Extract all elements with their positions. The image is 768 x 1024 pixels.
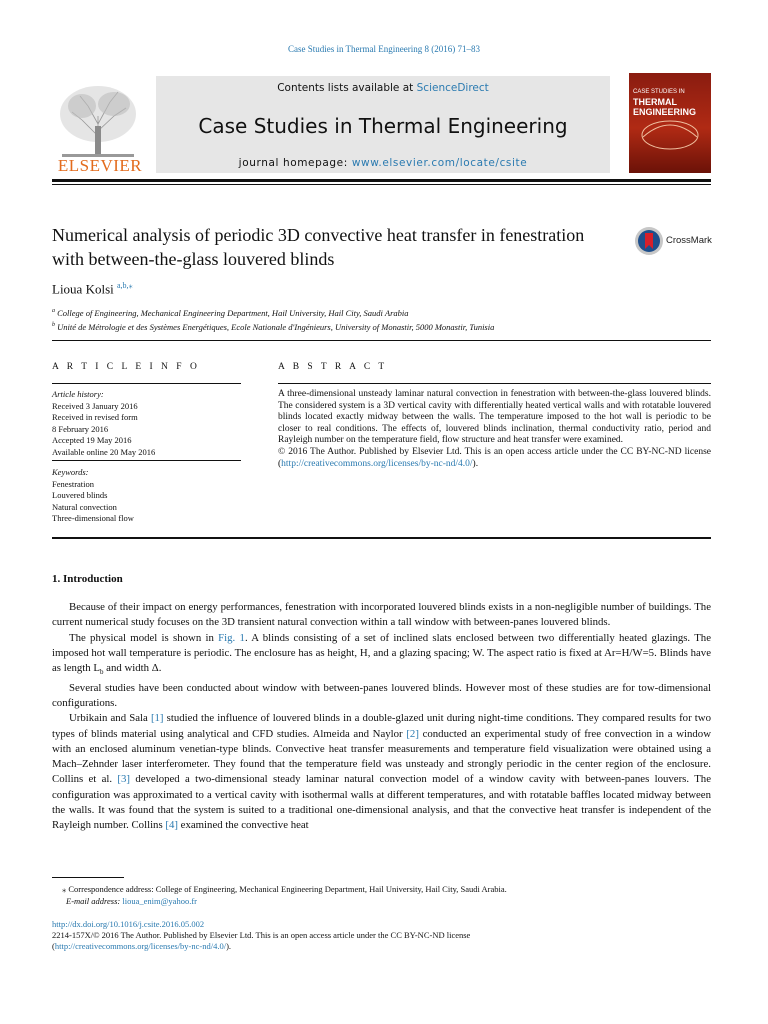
header-rule	[52, 179, 711, 182]
paragraph: Several studies have been conducted about window with between-panes louvered blinds. However most of these studies are for tow-dimensional configurations.	[52, 681, 711, 709]
history-item: Accepted 19 May 2016	[52, 435, 132, 446]
issn-line: 2214-157X/© 2016 The Author. Published by Elsevier Ltd. This is an open access article under the CC BY-NC-ND license	[52, 930, 471, 940]
paragraph: Urbikain and Sala [1] studied the influence of louvered blinds in a double-glazed unit during night-time conditions. They compared results for two types of blinds material using analytical and CFD studies. Almeida and Naylor [2] conducted an experimental study of free convection in a window with an enclosed aluminum venetian-type blinds. Convective heat transfer measurements and temperature field visualization were obtained using a Mach–Zehnder laser interferometer. They found that the temperature field was unsteady and strongly periodic in the center region of the enclosure. Collins et al. [3] developed a two-dimensional steady laminar natural convection model of a window cavity with between-panes louvers. The configuration was approximated to a vertical cavity with isothermal walls at different temperatures, and with rotatable baffles located midway between the walls. It was found that the system is suited to a traditional one-dimensional analysis, and that the convective heat transfer is independent of the Rayleigh number. Collins [4] examined the convective heat	[52, 712, 711, 832]
email-label: E-mail address:	[66, 895, 121, 906]
footnote-rule	[52, 877, 124, 878]
reference-link[interactable]: [3]	[117, 773, 131, 786]
author-affiliation-marks[interactable]: a,b,	[117, 281, 129, 290]
email-link[interactable]: lioua_enim@yahoo.fr	[122, 895, 197, 906]
history-rule	[52, 460, 241, 461]
corresponding-author-mark[interactable]: ⁎	[128, 281, 133, 290]
author-name: Lioua Kolsi	[52, 281, 114, 297]
header-rule-thin	[52, 184, 711, 185]
article-info-heading: A R T I C L E I N F O	[52, 362, 200, 372]
history-item: Received 3 January 2016	[52, 400, 138, 411]
doi-link[interactable]: http://dx.doi.org/10.1016/j.csite.2016.05.002	[52, 919, 205, 929]
front-matter-rule	[52, 537, 711, 539]
paragraph: Because of their impact on energy performances, fenestration with incorporated louvered blinds exists in a non-negligible number of buildings. The current numerical study focuses on the 3D transient natural convection within a tall window with between-panes louvered blinds.	[52, 601, 711, 629]
crossmark-icon	[633, 226, 665, 258]
journal-masthead	[52, 76, 712, 176]
cover-title: CASE STUDIES IN THERMAL ENGINEERING	[633, 89, 697, 117]
figure-link[interactable]: Fig. 1	[218, 631, 245, 644]
article-info-rule	[52, 383, 241, 384]
reference-link[interactable]: [4]	[165, 819, 178, 832]
journal-citation[interactable]: Case Studies in Thermal Engineering 8 (2016) 71–83	[287, 44, 481, 54]
footnote-star: ⁎	[62, 884, 67, 894]
elsevier-wordmark: ELSEVIER	[57, 156, 143, 175]
affiliations	[52, 305, 692, 333]
abstract-text: A three-dimensional unsteady laminar natural convection in fenestration with between-the-glass louvered blinds. The considered system is a 3D vertical cavity with differentially heated vertical walls and with rotatable louvered blinds located exactly midway between the walls. The temperature imposed to the hot wall is periodic to be closer to real conditions. The effects of, louvered blinds inclination, thermal conductivity ratio, period and Rayleigh number on the temperature field, flow structure and heat transfer were examined.	[278, 389, 711, 446]
history-item: Available online 20 May 2016	[52, 446, 156, 457]
introduction-body	[52, 600, 711, 834]
crossmark-badge[interactable]	[633, 226, 713, 256]
journal-cover-thumbnail[interactable]	[629, 73, 711, 173]
affiliation-b: $^b$ Unité de Métrologie et des Systèmes Energétiques, Ecole Nationale d'Ingénieurs, University of Monastir, 5000 Monastir, Tunisia	[52, 321, 495, 332]
correspondence-address: Correspondence address: College of Engineering, Mechanical Engineering Department, Hail University, Hail City, Saudi Arabia.	[68, 884, 507, 894]
history-item: Received in revised form	[52, 412, 138, 423]
abstract-license-link[interactable]: http://creativecommons.org/licenses/by-nc-nd/4.0/	[281, 458, 473, 469]
keyword-item: Fenestration	[52, 478, 95, 489]
abstract-heading: A B S T R A C T	[278, 362, 388, 372]
paragraph: The physical model is shown in Fig. 1. A blinds consisting of a set of inclined slats enclosed between two differentially heated glazings. The imposed hot wall temperature is periodic. The enclosure has as height, H, and a glazing spacing; W. The aspect ratio is fixed at Ar=H/W=5. Blinds have as length $L_b$ and width Δ.	[52, 631, 711, 677]
correspondence-footnote	[52, 884, 711, 907]
elsevier-logo[interactable]	[52, 76, 148, 176]
reference-link[interactable]: [2]	[406, 727, 419, 740]
crossmark-label: CrossMark	[666, 235, 712, 246]
journal-title: Case Studies in Thermal Engineering	[198, 114, 568, 138]
abstract-rule	[278, 383, 711, 384]
keyword-item: Three-dimensional flow	[52, 513, 134, 524]
author-line	[52, 281, 133, 297]
journal-info-box	[156, 76, 610, 173]
keyword-item: Natural convection	[52, 501, 117, 512]
license-link[interactable]: http://creativecommons.org/licenses/by-nc-nd/4.0/	[54, 941, 227, 951]
abstract-license: © 2016 The Author. Published by Elsevier Ltd. This is an open access article under the CC BY-NC-ND license (http://creativecommons.org/licenses/by-nc-nd/4.0/).	[278, 446, 711, 469]
affiliation-a: $^a$ College of Engineering, Mechanical Engineering Department, Hail University, Hail City, Saudi Arabia	[52, 307, 409, 318]
keywords	[52, 467, 242, 525]
sciencedirect-link[interactable]: ScienceDirect	[416, 82, 489, 94]
doi-license-block: http://dx.doi.org/10.1016/j.csite.2016.05.002 2214-157X/© 2016 The Author. Published by Elsevier Ltd. This is an open access article under the CC BY-NC-ND license (http://creativecommons.org/licenses/by-nc-nd/4.0/).	[52, 919, 711, 952]
reference-link[interactable]: [1]	[150, 712, 164, 725]
history-item: 8 February 2016	[52, 423, 109, 434]
article-history	[52, 389, 242, 459]
abstract-body	[278, 389, 711, 470]
section-heading-introduction: 1. Introduction	[52, 573, 123, 585]
homepage-link[interactable]: www.elsevier.com/locate/csite	[351, 157, 528, 169]
contents-line: Contents lists available at ScienceDirect	[277, 82, 489, 94]
affiliation-rule	[52, 340, 711, 341]
keyword-item: Louvered blinds	[52, 490, 108, 501]
article-title: Numerical analysis of periodic 3D convective heat transfer in fenestration with between-the-glass louvered blinds	[52, 225, 585, 269]
keywords-label: Keywords:	[52, 467, 89, 477]
homepage-line: journal homepage: www.elsevier.com/locate/csite	[238, 157, 528, 169]
history-label: Article history:	[52, 389, 104, 399]
